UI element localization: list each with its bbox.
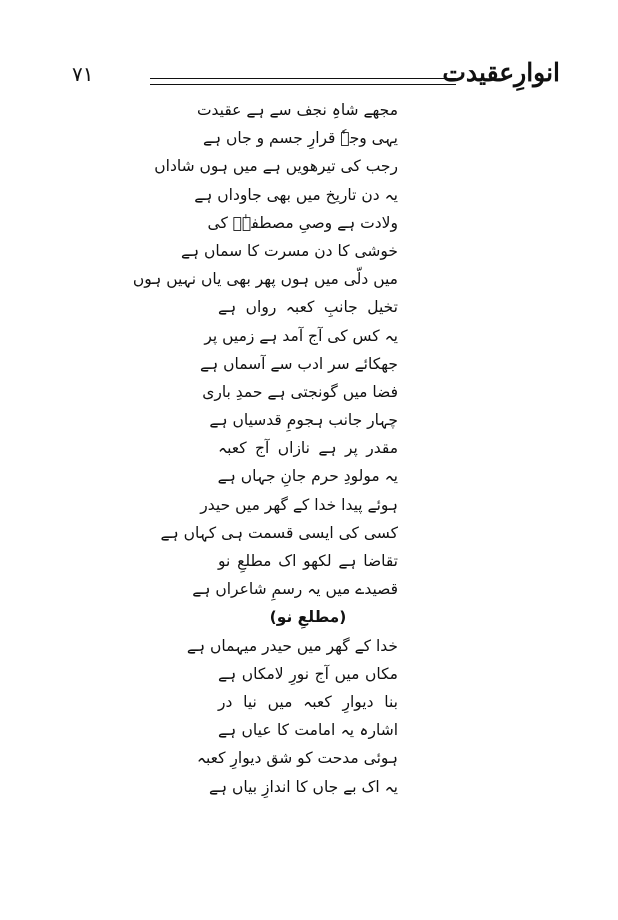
page-header	[0, 52, 618, 98]
poem-line: تخیل جانبِ کعبہ رواں ہے	[218, 298, 398, 317]
poem-body	[132, 96, 398, 801]
poem-line: ہوئی مدحت کو شق دیوارِ کعبہ	[196, 749, 398, 768]
poem-line: ولادت ہے وصیِ مصطفےٰؐ کی	[207, 213, 398, 232]
poem-line: خدا کے گھر میں حیدر میہماں ہے	[186, 636, 398, 655]
poem-line: فضا میں گونجتی ہے حمدِ باری	[202, 382, 398, 401]
poem-line: یہ اک بے جاں کا اندازِ بیاں ہے	[208, 777, 398, 796]
poem-line: خوشی کا دن مسرت کا سماں ہے	[180, 241, 398, 260]
header-rule-bottom	[150, 84, 456, 85]
poem-line: مکاں میں آج نورِ لامکاں ہے	[218, 664, 398, 683]
poem-line: قصیدے میں یہ رسمِ شاعراں ہے	[192, 580, 398, 599]
poem-line: چہار جانب ہجومِ قدسیاں ہے	[209, 411, 398, 430]
poem-line: یہ مولودِ حرم جانِ جہاں ہے	[217, 467, 398, 486]
poem-line: کسی کی ایسی قسمت ہی کہاں ہے	[160, 523, 398, 542]
poem-line: یہ دن تاریخ میں بھی جاوداں ہے	[194, 185, 398, 204]
poem-line: میں دلّی میں ہوں پھر بھی یاں نہیں ہوں	[132, 270, 398, 289]
poem-line: جھکائے سر ادب سے آسماں ہے	[200, 354, 398, 373]
poem-line: اشارہ یہ امامت کا عیاں ہے	[218, 721, 398, 740]
poem-line: مقدر پر ہے نازاں آج کعبہ	[218, 439, 398, 458]
poem-line: بنا دیوارِ کعبہ میں نیا در	[218, 692, 398, 711]
poem-line: تقاضا ہے لکھو اک مطلعِ نو	[218, 552, 398, 570]
poem-line: ہوئے پیدا خدا کے گھر میں حیدر	[200, 495, 398, 514]
page-number: ۷۱	[72, 62, 94, 86]
section-heading: (مطلعِ نو)	[269, 608, 347, 627]
poem-line: رجب کی تیرھویں ہے میں ہوں شاداں	[154, 157, 398, 176]
poem-line: یہ کس کی آج آمد ہے زمیں پر	[204, 326, 398, 345]
poem-line: مجھے شاہِ نجف سے ہے عقیدت	[196, 101, 398, 119]
book-title: انوارِعقیدت	[442, 58, 560, 87]
header-rule-top	[150, 78, 456, 79]
poem-line: یہی وجہٗ قرارِ جسم و جاں ہے	[202, 129, 398, 148]
